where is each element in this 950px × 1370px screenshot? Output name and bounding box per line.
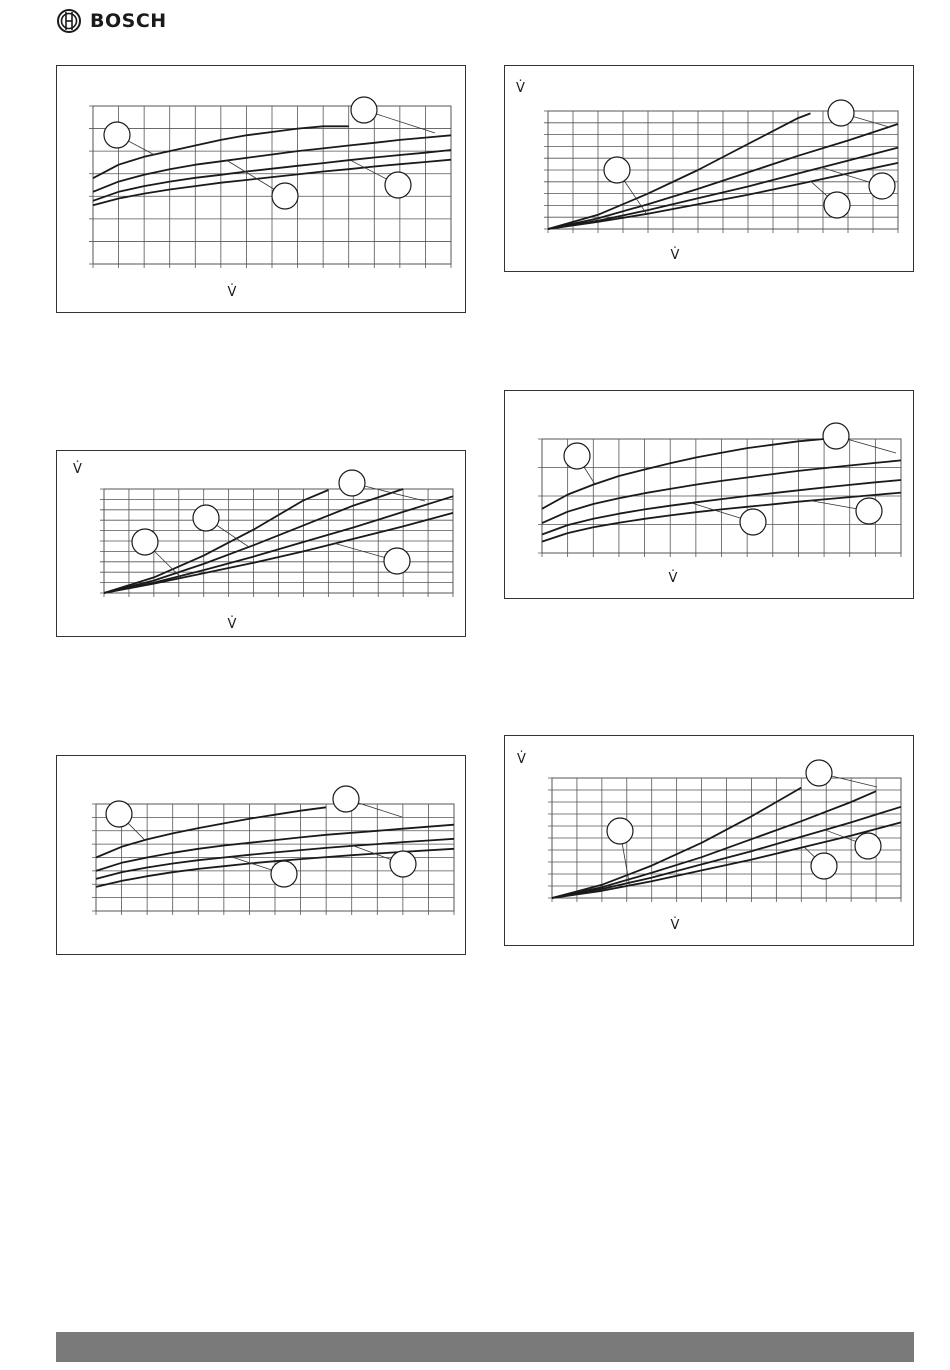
x-axis-label: V̇	[668, 571, 678, 586]
callout-circle	[384, 548, 410, 574]
callout-circle	[333, 786, 359, 812]
callout-circle	[271, 861, 297, 887]
callout-circle	[390, 851, 416, 877]
callout-circle	[272, 183, 298, 209]
series-line-b	[552, 791, 876, 898]
callout-circle	[351, 97, 377, 123]
callout-circle	[339, 470, 365, 496]
y-axis-label: V̇	[517, 752, 526, 767]
x-axis-label: V̇	[227, 285, 237, 300]
chart-3-svg	[57, 756, 467, 956]
callout-circle	[132, 529, 158, 555]
callout-circle	[193, 505, 219, 531]
series-line-a	[548, 113, 811, 229]
chart-panel-2	[56, 450, 466, 637]
plot-grid	[548, 778, 901, 902]
chart-panel-3	[56, 755, 466, 955]
callout-circle	[823, 423, 849, 449]
callout-circle	[385, 172, 411, 198]
chart-6-svg	[505, 736, 915, 947]
callout-circle	[106, 801, 132, 827]
callout-circle	[104, 122, 130, 148]
callout-circle	[824, 192, 850, 218]
callout-circle	[856, 498, 882, 524]
callout-circle	[604, 157, 630, 183]
bosch-armature-icon	[56, 8, 82, 34]
chart-4-svg	[505, 66, 915, 273]
x-axis-label: V̇	[670, 248, 680, 263]
x-axis-label: V̇	[227, 617, 237, 632]
chart-panel-6	[504, 735, 914, 946]
callout-circle	[869, 173, 895, 199]
y-axis-label: V̇	[516, 81, 525, 96]
callout-circle	[564, 443, 590, 469]
chart-panel-4	[504, 65, 914, 272]
chart-panel-5	[504, 390, 914, 599]
callout-circle	[811, 853, 837, 879]
footer-bar	[56, 1332, 914, 1362]
brand-name: BOSCH	[90, 10, 167, 32]
callout-circle	[607, 818, 633, 844]
callout-circle	[855, 833, 881, 859]
x-axis-label: V̇	[670, 918, 680, 933]
y-axis-label: V̇	[73, 462, 82, 477]
chart-5-svg	[505, 391, 915, 600]
chart-panel-1	[56, 65, 466, 313]
callout-circle	[806, 760, 832, 786]
chart-1-svg	[57, 66, 467, 314]
callout-circle	[740, 509, 766, 535]
brand-logo	[56, 7, 167, 35]
callout-circle	[828, 100, 854, 126]
chart-2-svg	[57, 451, 467, 638]
